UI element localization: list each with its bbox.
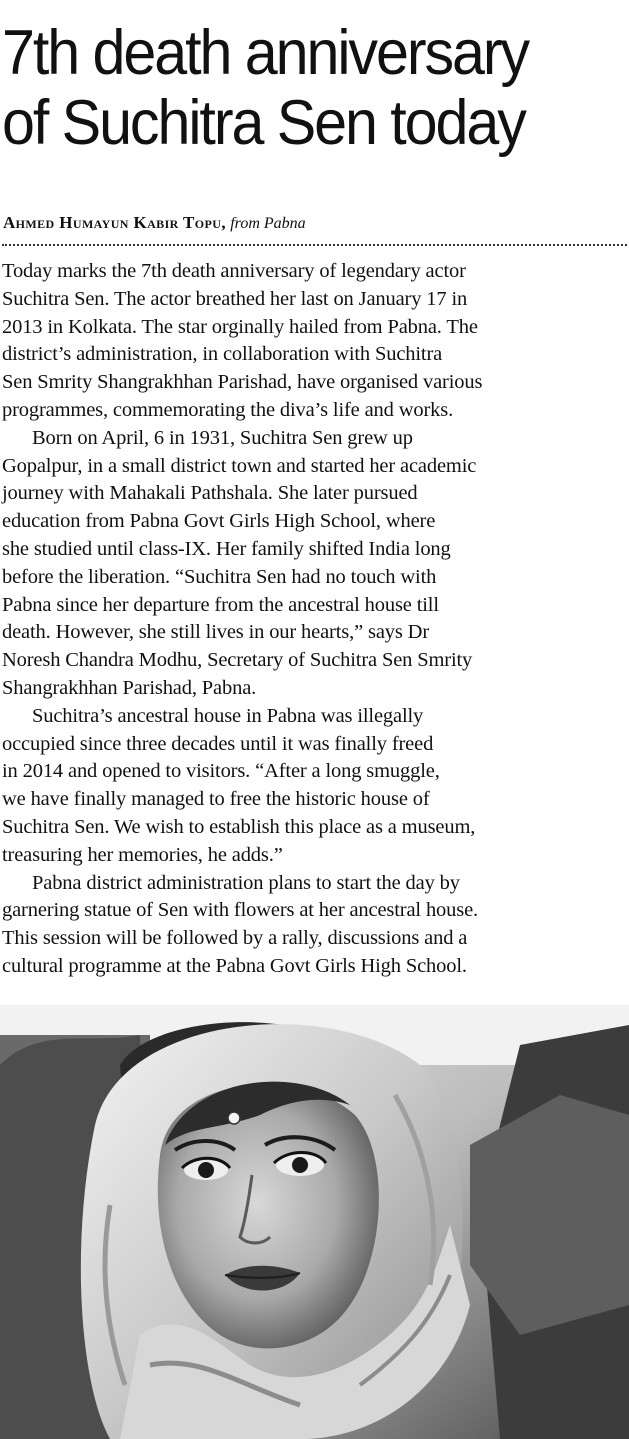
- body-line: Sen Smrity Shangrakhhan Parishad, have organised various: [2, 371, 483, 394]
- portrait-illustration: [0, 1005, 629, 1439]
- body-line: Noresh Chandra Modhu, Secretary of Suchitra Sen Smrity: [2, 649, 473, 672]
- body-line: before the liberation. “Suchitra Sen had no touch with: [2, 565, 437, 588]
- body-line: Shangrakhhan Parishad, Pabna.: [2, 676, 257, 699]
- body-line: Pabna since her departure from the ancestral house till: [2, 593, 439, 616]
- byline-author: Ahmed Humayun Kabir Topu,: [3, 213, 226, 232]
- byline-location: from Pabna: [230, 215, 306, 232]
- body-line: cultural programme at the Pabna Govt Girls High School.: [2, 954, 467, 977]
- headline: [2, 18, 590, 158]
- headline-line-1: 7th death anniversary: [2, 18, 529, 88]
- byline: [3, 211, 306, 236]
- body-line: Gopalpur, in a small district town and started her academic: [2, 454, 477, 477]
- body-line: in 2014 and opened to visitors. “After a long smuggle,: [2, 760, 440, 783]
- body-line: 2013 in Kolkata. The star orginally hailed from Pabna. The: [2, 315, 478, 338]
- body-line: garnering statue of Sen with flowers at her ancestral house.: [2, 899, 479, 922]
- body-line: Suchitra Sen. The actor breathed her last on January 17 in: [2, 287, 468, 310]
- body-line: occupied since three decades until it was finally freed: [2, 732, 434, 755]
- body-line: treasuring her memories, he adds.”: [2, 843, 283, 866]
- body-line: programmes, commemorating the diva’s life and works.: [2, 398, 454, 421]
- body-line: she studied until class-IX. Her family shifted India long: [2, 537, 451, 560]
- body-line: This session will be followed by a rally, discussions and a: [2, 927, 468, 950]
- body-line: journey with Mahakali Pathshala. She later pursued: [2, 482, 418, 505]
- body-line: Pabna district administration plans to start the day by: [32, 871, 460, 894]
- body-line: Suchitra’s ancestral house in Pabna was illegally: [32, 704, 424, 727]
- headline-line-2: of Suchitra Sen today: [2, 88, 525, 158]
- body-line: district’s administration, in collaboration with Suchitra: [2, 343, 443, 366]
- body-line: death. However, she still lives in our hearts,” says Dr: [2, 621, 430, 644]
- portrait-photo: [0, 1005, 629, 1439]
- body-line: Suchitra Sen. We wish to establish this place as a museum,: [2, 815, 476, 838]
- article-body: [2, 258, 629, 981]
- body-line: Born on April, 6 in 1931, Suchitra Sen grew up: [32, 426, 413, 449]
- body-line: Today marks the 7th death anniversary of legendary actor: [2, 260, 466, 282]
- body-line: we have finally managed to free the historic house of: [2, 788, 430, 811]
- dotted-divider: [2, 244, 627, 246]
- body-line: education from Pabna Govt Girls High School, where: [2, 510, 436, 533]
